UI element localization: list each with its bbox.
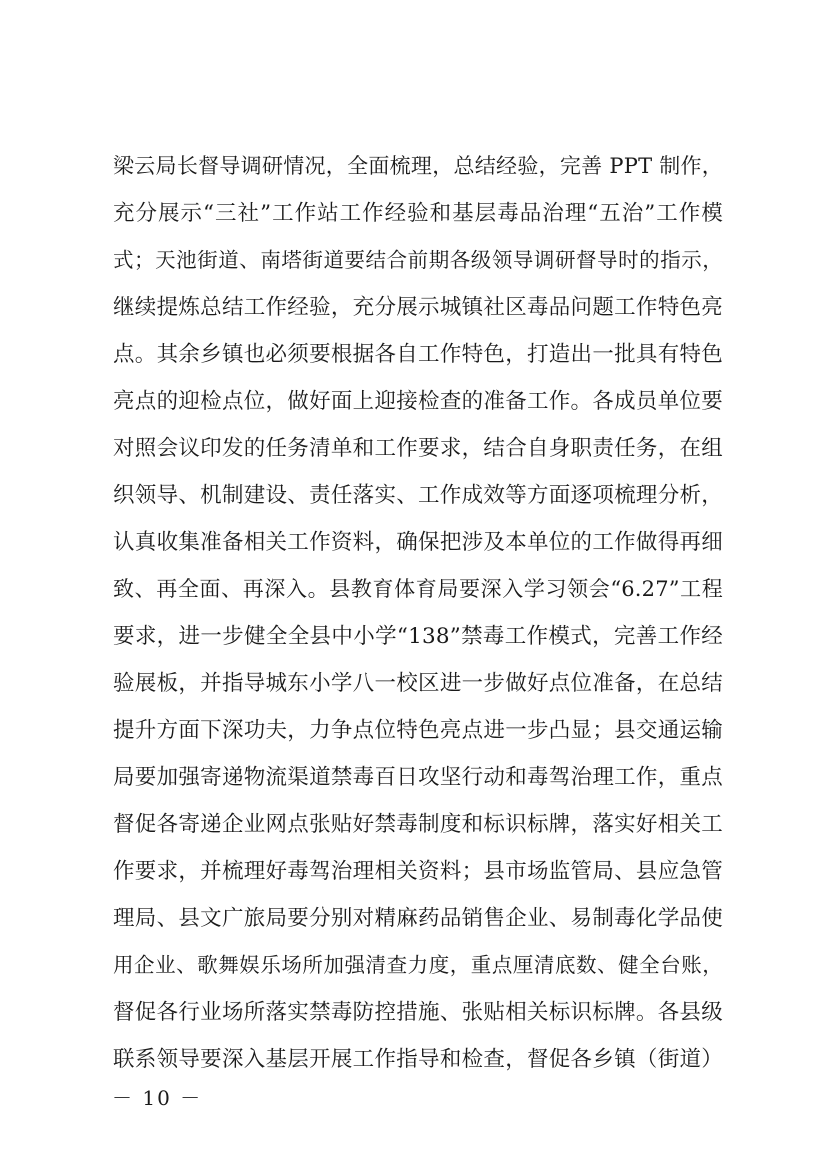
text-line: 局要加强寄递物流渠道禁毒百日攻坚行动和毒驾治理工作，重点 xyxy=(113,765,723,790)
text-line: 继续提炼总结工作经验，充分展示城镇社区毒品问题工作特色亮 xyxy=(113,295,723,320)
text-line: 充分展示“三社”工作站工作经验和基层毒品治理“五治”工作模 xyxy=(113,201,723,226)
text-line: 梁云局长督导调研情况，全面梳理，总结经验，完善 PPT 制作， xyxy=(113,154,723,178)
text-line: 督促各行业场所落实禁毒防控措施、张贴相关标识标牌。各县级 xyxy=(113,1000,723,1025)
text-line: 验展板，并指导城东小学八一校区进一步做好点位准备，在总结 xyxy=(113,671,723,696)
text-line: 提升方面下深功夫，力争点位特色亮点进一步凸显；县交通运输 xyxy=(113,718,723,743)
text-line: 认真收集准备相关工作资料，确保把涉及本单位的工作做得再细 xyxy=(113,530,723,555)
text-line: 式；天池街道、南塔街道要结合前期各级领导调研督导时的指示， xyxy=(113,248,723,272)
text-line: 要求，进一步健全全县中小学“138”禁毒工作模式，完善工作经 xyxy=(113,624,723,649)
text-line: 对照会议印发的任务清单和工作要求，结合自身职责任务，在组 xyxy=(113,436,723,461)
text-line: 联系领导要深入基层开展工作指导和检查，督促各乡镇（街道） xyxy=(113,1047,723,1072)
text-line: 点。其余乡镇也必须要根据各自工作特色，打造出一批具有特色 xyxy=(113,342,723,367)
text-line: 亮点的迎检点位，做好面上迎接检查的准备工作。各成员单位要 xyxy=(113,389,723,414)
page-number: － 10 － xyxy=(112,1086,203,1110)
text-line: 督促各寄递企业网点张贴好禁毒制度和标识标牌，落实好相关工 xyxy=(113,812,723,837)
body-text xyxy=(113,143,723,1083)
text-line: 用企业、歌舞娱乐场所加强清查力度，重点厘清底数、健全台账， xyxy=(113,953,723,977)
text-line: 理局、县文广旅局要分别对精麻药品销售企业、易制毒化学品使 xyxy=(113,906,723,931)
text-line: 致、再全面、再深入。县教育体育局要深入学习领会“6.27”工程 xyxy=(113,577,723,601)
text-line: 织领导、机制建设、责任落实、工作成效等方面逐项梳理分析， xyxy=(113,483,723,508)
text-line: 作要求，并梳理好毒驾治理相关资料；县市场监管局、县应急管 xyxy=(113,859,723,884)
